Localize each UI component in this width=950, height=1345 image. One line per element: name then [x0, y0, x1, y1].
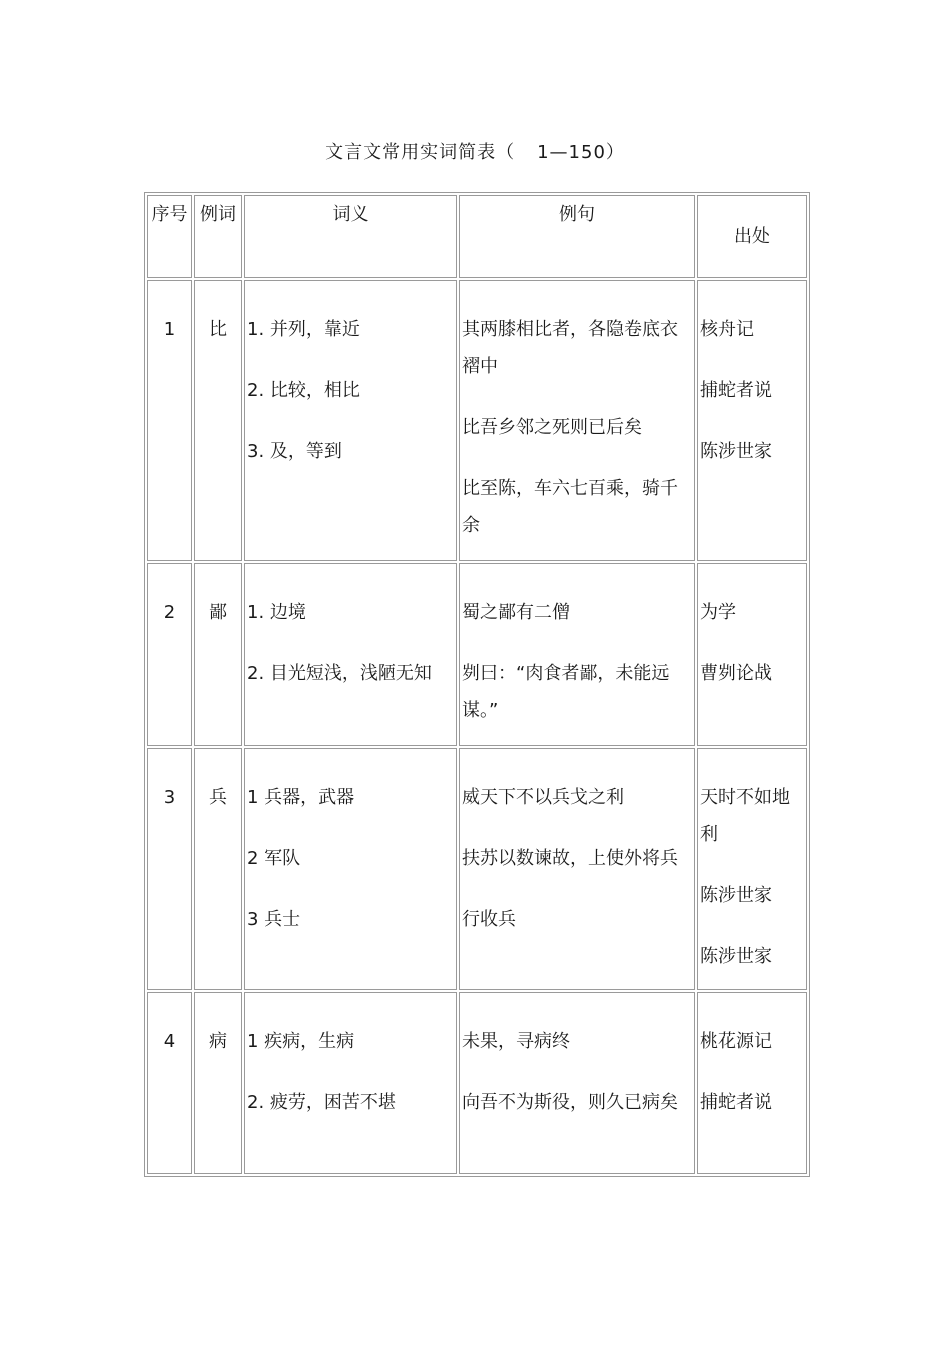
example-list — [460, 993, 694, 1121]
example-item: 比至陈，车六七百乘，骑千余 — [462, 478, 678, 536]
row-number: 3 — [163, 787, 176, 808]
source-list — [698, 564, 806, 692]
source-item: 天时不如地利 — [700, 787, 790, 845]
source-item: 为学 — [700, 602, 736, 623]
header-row — [147, 195, 807, 278]
example-item: 其两膝相比者，各隐卷底衣褶中 — [462, 319, 678, 377]
meaning-item: 1 兵器，武器 — [247, 787, 355, 808]
title-range: 1—150） — [537, 142, 625, 163]
row-number: 4 — [163, 1031, 176, 1052]
header-source: 出处 — [697, 195, 807, 278]
source-list — [698, 993, 806, 1121]
header-no: 序号 — [147, 195, 192, 278]
title-text: 文言文常用实词简表（ — [325, 142, 516, 163]
example-item: 比吾乡邻之死则已后矣 — [462, 417, 642, 438]
meaning-item: 2. 目光短浅，浅陋无知 — [247, 663, 432, 684]
page-title — [0, 138, 950, 164]
meaning-list — [245, 564, 456, 692]
example-list — [460, 281, 694, 544]
row-word: 比 — [209, 319, 227, 340]
header-meaning: 词义 — [244, 195, 457, 278]
example-item: 威天下不以兵戈之利 — [462, 787, 624, 808]
row-number: 1 — [163, 319, 176, 340]
table-row — [147, 563, 807, 746]
example-item: 未果，寻病终 — [462, 1031, 570, 1052]
meaning-list — [245, 749, 456, 938]
table-row — [147, 992, 807, 1174]
meaning-item: 3 兵士 — [247, 909, 301, 930]
source-item: 陈涉世家 — [700, 885, 772, 906]
header-word: 例词 — [194, 195, 242, 278]
table-row — [147, 280, 807, 561]
example-item: 向吾不为斯役，则久已病矣 — [462, 1092, 678, 1113]
source-list — [698, 749, 806, 975]
source-item: 捕蛇者说 — [700, 380, 772, 401]
row-word: 鄙 — [209, 602, 227, 623]
header-example: 例句 — [459, 195, 695, 278]
meaning-item: 2 军队 — [247, 848, 301, 869]
meaning-list — [245, 993, 456, 1121]
table-row — [147, 748, 807, 990]
meaning-item: 1 疾病，生病 — [247, 1031, 355, 1052]
example-item: 蜀之鄙有二僧 — [462, 602, 570, 623]
row-word: 病 — [209, 1031, 227, 1052]
example-list — [460, 749, 694, 938]
meaning-item: 1. 并列，靠近 — [247, 319, 360, 340]
example-list — [460, 564, 694, 729]
source-item: 桃花源记 — [700, 1031, 772, 1052]
example-item: 扶苏以数谏故，上使外将兵 — [462, 848, 678, 869]
source-item: 捕蛇者说 — [700, 1092, 772, 1113]
source-item: 陈涉世家 — [700, 946, 772, 967]
source-item: 陈涉世家 — [700, 441, 772, 462]
source-item: 核舟记 — [700, 319, 754, 340]
meaning-item: 2. 疲劳，困苦不堪 — [247, 1092, 396, 1113]
meaning-item: 1. 边境 — [247, 602, 306, 623]
row-number: 2 — [163, 602, 176, 623]
vocabulary-table — [144, 192, 810, 1177]
source-list — [698, 281, 806, 470]
meaning-item: 2. 比较，相比 — [247, 380, 360, 401]
meaning-list — [245, 281, 456, 470]
example-item: 刿曰：“肉食者鄙，未能远谋。” — [462, 663, 670, 721]
source-item: 曹刿论战 — [700, 663, 772, 684]
meaning-item: 3. 及，等到 — [247, 441, 342, 462]
row-word: 兵 — [209, 787, 227, 808]
example-item: 行收兵 — [462, 909, 516, 930]
